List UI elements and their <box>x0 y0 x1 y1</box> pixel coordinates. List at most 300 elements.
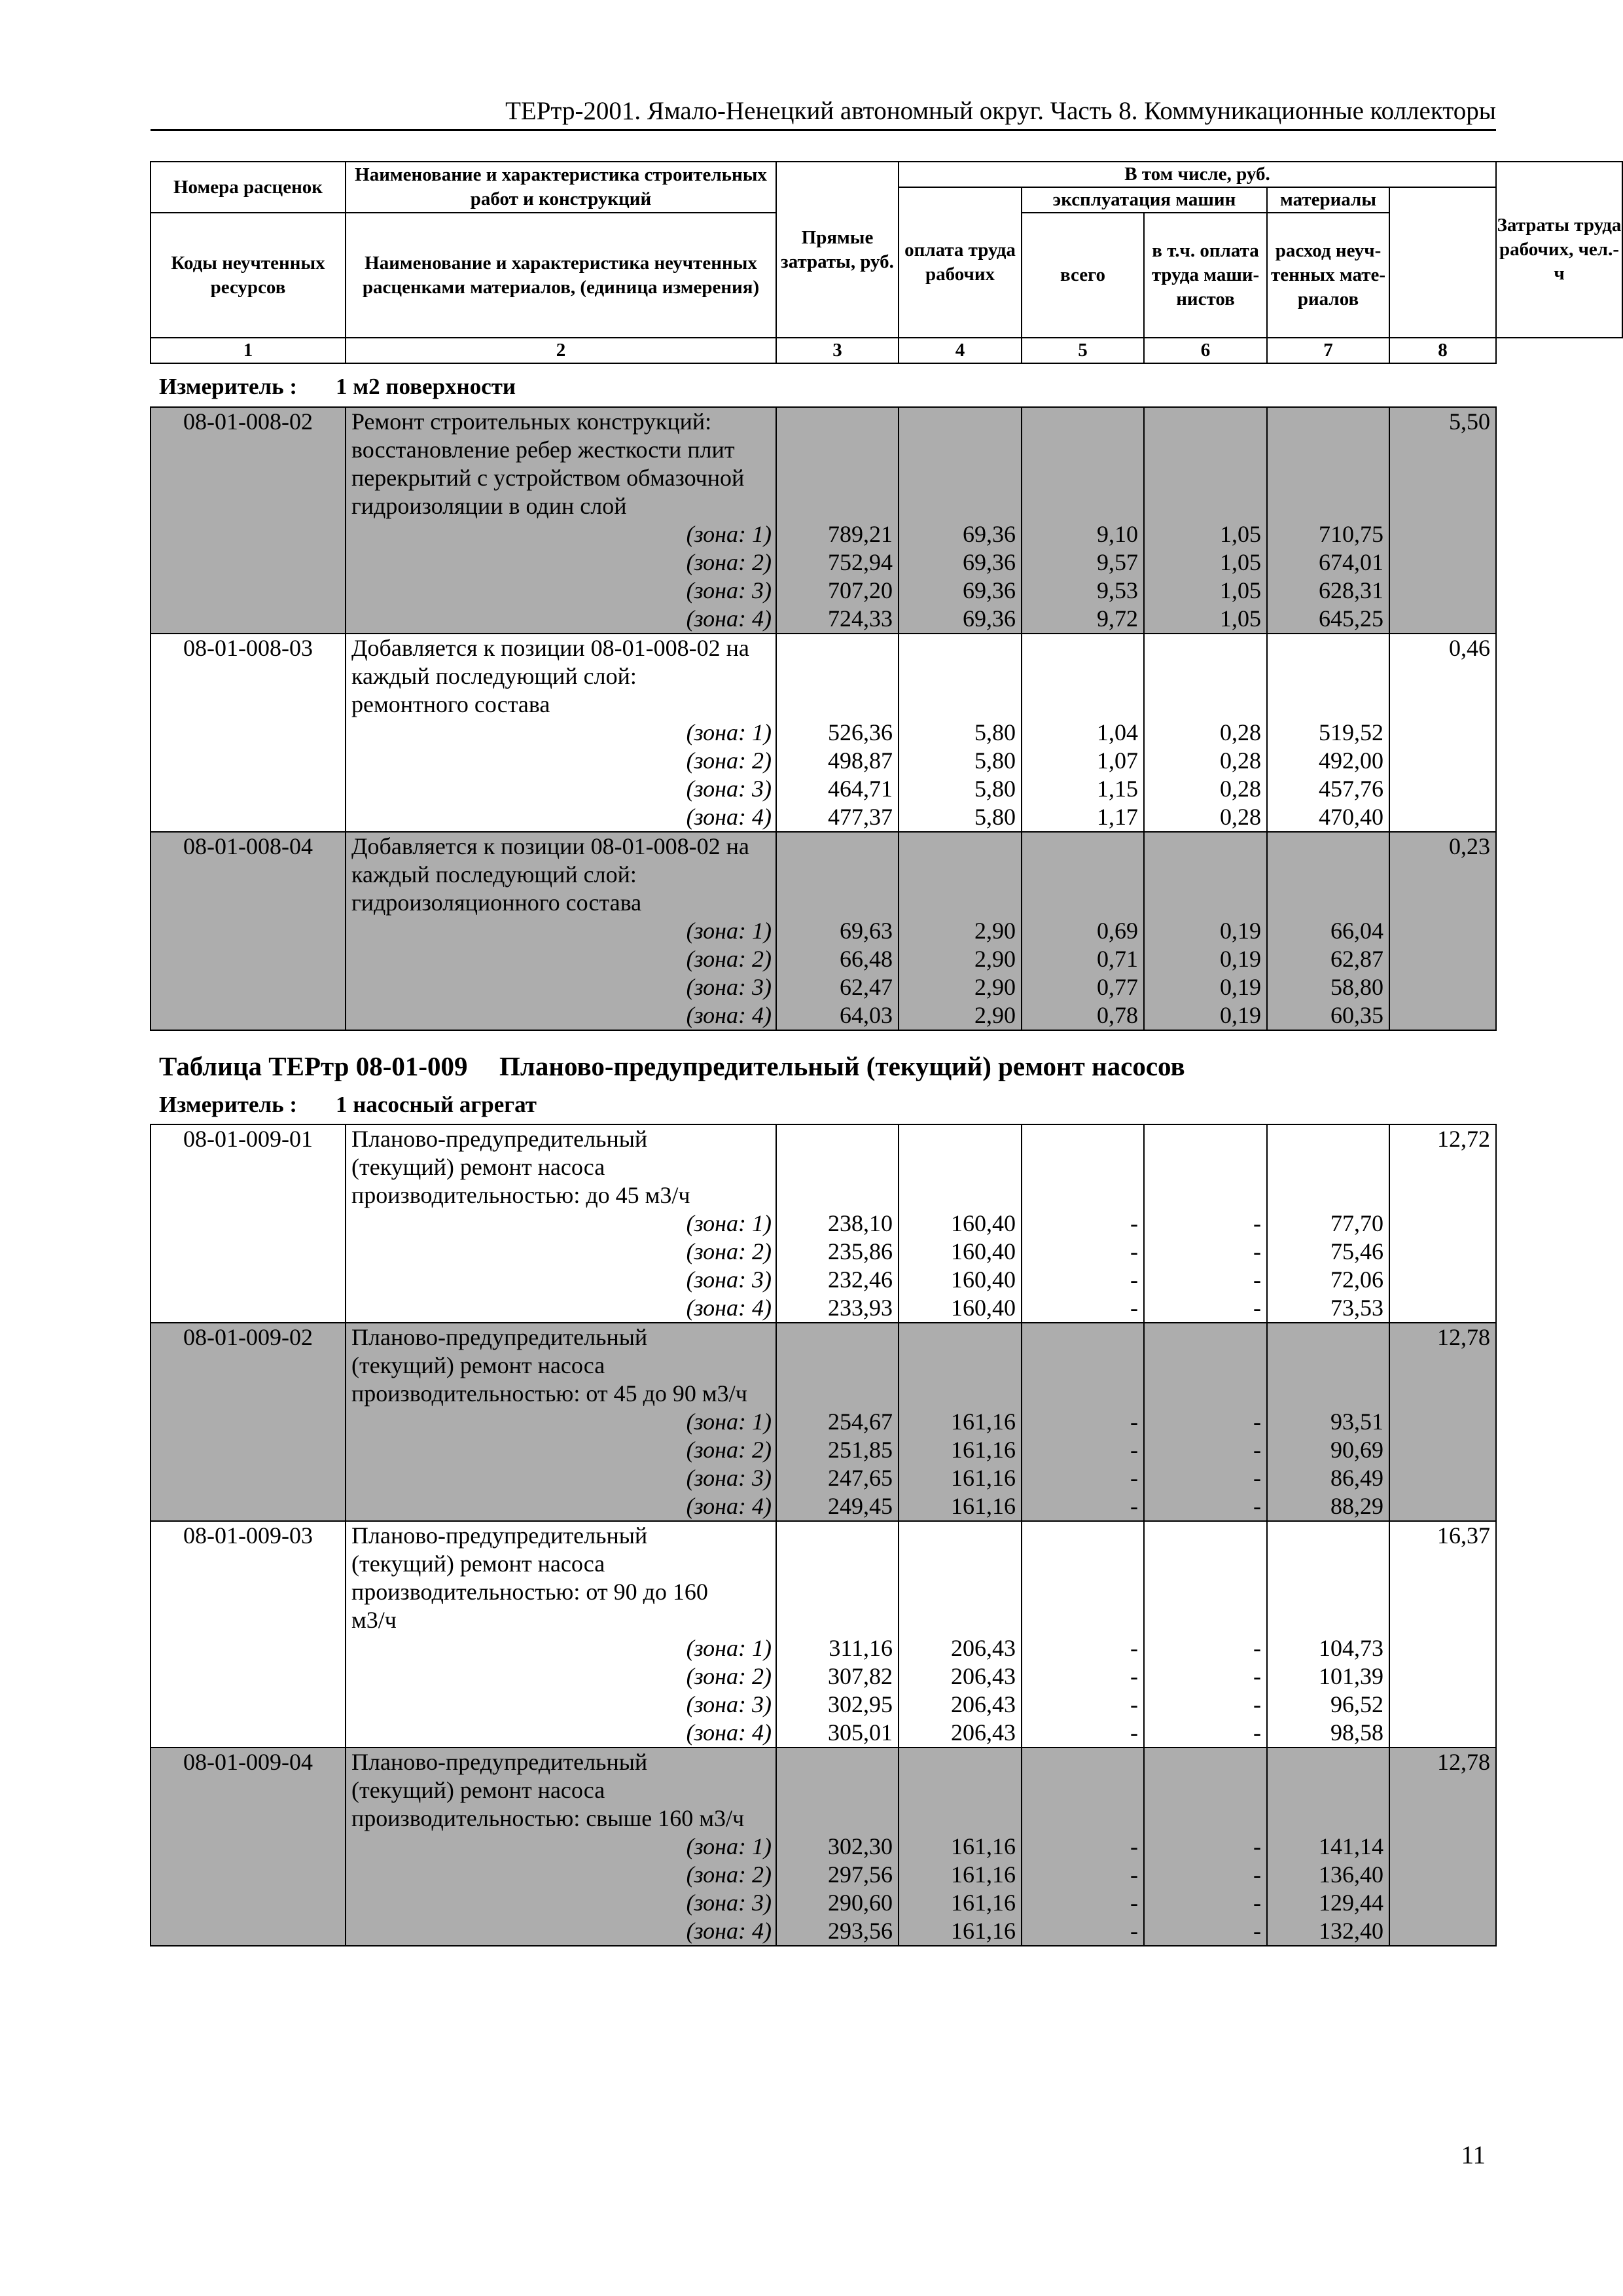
zone-label: (зона: 4) <box>686 1493 772 1519</box>
zone-value: - <box>1130 1295 1138 1321</box>
direct-costs-value <box>776 407 899 634</box>
zone-value: - <box>1253 1266 1261 1293</box>
spacer <box>899 464 1016 492</box>
zone-value: 161,16 <box>951 1861 1016 1888</box>
spacer <box>899 1125 1016 1153</box>
zone-value: 710,75 <box>1319 521 1383 547</box>
spacer <box>777 1522 893 1550</box>
zone-label: (зона: 1) <box>686 521 772 547</box>
zone-value: 1,04 <box>1097 719 1138 745</box>
zone-value: 0,28 <box>1220 804 1261 830</box>
machines-total-value <box>1022 1521 1144 1748</box>
zone-value: 1,15 <box>1097 776 1138 802</box>
col-number: 3 <box>776 338 899 363</box>
zone-value: - <box>1253 1210 1261 1236</box>
rate-description <box>346 1124 776 1323</box>
spacer <box>1022 1550 1138 1578</box>
direct-costs-value <box>776 1323 899 1521</box>
spacer <box>1268 861 1383 889</box>
zone-value: 161,16 <box>951 1918 1016 1944</box>
zone-value: 206,43 <box>951 1663 1016 1689</box>
zone-value: - <box>1130 1663 1138 1689</box>
zone-value: 1,05 <box>1220 577 1261 603</box>
spacer <box>1268 1125 1383 1153</box>
spacer <box>899 1323 1016 1352</box>
zone-value: 66,48 <box>840 946 893 972</box>
zone-value: 86,49 <box>1330 1465 1383 1491</box>
zone-value: 5,80 <box>974 776 1016 802</box>
labor-costs-text: 12,78 <box>1437 1324 1490 1350</box>
zone-value: 9,53 <box>1097 577 1138 603</box>
zone-value: 161,16 <box>951 1408 1016 1435</box>
spacer <box>1022 1380 1138 1408</box>
zone-value: 9,57 <box>1097 549 1138 575</box>
zone-value: 160,40 <box>951 1238 1016 1265</box>
measure-label: Измеритель : <box>159 1092 298 1117</box>
spacer <box>899 833 1016 861</box>
zone-value: 0,71 <box>1097 946 1138 972</box>
table-number: Таблица ТЕРтр 08-01-009 <box>159 1051 468 1081</box>
zone-value: 2,90 <box>974 918 1016 944</box>
zone-value: 297,56 <box>828 1861 893 1888</box>
machinist-pay-value <box>1144 1521 1267 1748</box>
machines-total-value <box>1022 1323 1144 1521</box>
spacer <box>899 1606 1016 1634</box>
zone-value: - <box>1130 1890 1138 1916</box>
zone-label: (зона: 3) <box>686 974 772 1000</box>
col-header-in-total: В том числе, руб. <box>899 162 1496 187</box>
rate-code <box>151 1521 346 1748</box>
spacer <box>1145 1323 1261 1352</box>
description-line: гидроизоляционного состава <box>351 889 642 916</box>
spacer <box>777 1352 893 1380</box>
description-line: гидроизоляции в один слой <box>351 493 627 519</box>
spacer <box>1145 464 1261 492</box>
zone-label: (зона: 1) <box>686 1408 772 1435</box>
spacer <box>899 436 1016 464</box>
zone-value: - <box>1130 1437 1138 1463</box>
spacer <box>899 1181 1016 1210</box>
spacer <box>899 1522 1016 1550</box>
spacer <box>899 408 1016 436</box>
spacer <box>1268 889 1383 917</box>
spacer <box>1022 1776 1138 1804</box>
description-line: (текущий) ремонт насоса <box>351 1777 605 1803</box>
spacer <box>1268 464 1383 492</box>
description-line: каждый последующий слой: <box>351 663 637 689</box>
rate-row <box>151 407 1496 634</box>
worker-pay-value <box>899 832 1022 1030</box>
zone-value: 0,28 <box>1220 776 1261 802</box>
spacer <box>777 634 893 662</box>
spacer <box>1022 464 1138 492</box>
zone-value: 69,36 <box>963 521 1016 547</box>
zone-value: 251,85 <box>828 1437 893 1463</box>
zone-value: 477,37 <box>828 804 893 830</box>
zone-value: - <box>1253 1408 1261 1435</box>
spacer <box>899 1352 1016 1380</box>
zone-label: (зона: 2) <box>686 1238 772 1265</box>
spacer <box>1022 1352 1138 1380</box>
spacer <box>1022 833 1138 861</box>
spacer <box>1022 1125 1138 1153</box>
zone-value: - <box>1253 1493 1261 1519</box>
zone-value: - <box>1130 1635 1138 1661</box>
col-number: 5 <box>1022 338 1144 363</box>
description-line: перекрытий с устройством обмазочной <box>351 465 745 491</box>
description-line: Планово-предупредительный <box>351 1126 648 1152</box>
col-header-machines: эксплуатация машин <box>1022 187 1267 213</box>
direct-costs-value <box>776 1124 899 1323</box>
labor-costs-value <box>1389 407 1496 634</box>
materials-value <box>1267 407 1389 634</box>
zone-value: - <box>1253 1437 1261 1463</box>
col-header-material-names: Наименование и характеристика неучтенных расценками материалов, (единица измерения) <box>346 213 776 338</box>
zone-value: 62,87 <box>1330 946 1383 972</box>
zone-label: (зона: 3) <box>686 776 772 802</box>
rate-row <box>151 832 1496 1030</box>
spacer <box>777 1181 893 1210</box>
description-line: каждый последующий слой: <box>351 861 637 888</box>
spacer <box>1022 1606 1138 1634</box>
zone-value: 64,03 <box>840 1002 893 1028</box>
zone-value: 104,73 <box>1319 1635 1383 1661</box>
zone-value: 1,05 <box>1220 521 1261 547</box>
zone-value: 206,43 <box>951 1719 1016 1746</box>
description-line: восстановление ребер жесткости плит <box>351 437 735 463</box>
spacer <box>1145 1352 1261 1380</box>
labor-costs-value <box>1389 1748 1496 1946</box>
spacer <box>1145 1804 1261 1833</box>
zone-label: (зона: 3) <box>686 1691 772 1717</box>
spacer <box>1268 1804 1383 1833</box>
machinist-pay-value <box>1144 1748 1267 1946</box>
zone-value: - <box>1253 1465 1261 1491</box>
spacer <box>1268 1748 1383 1776</box>
spacer <box>1268 1323 1383 1352</box>
labor-costs-text: 0,46 <box>1449 635 1490 661</box>
description-line: Добавляется к позиции 08-01-008-02 на <box>351 635 749 661</box>
machines-total-value <box>1022 407 1144 634</box>
description-line: производительностью: от 90 до 160 <box>351 1579 708 1605</box>
zone-value: 0,78 <box>1097 1002 1138 1028</box>
spacer <box>1268 1550 1383 1578</box>
rate-code-text: 08-01-008-03 <box>183 635 313 661</box>
direct-costs-value <box>776 634 899 832</box>
zone-label: (зона: 2) <box>686 1663 772 1689</box>
zone-value: 724,33 <box>828 605 893 632</box>
zone-value: 206,43 <box>951 1635 1016 1661</box>
spacer <box>1022 861 1138 889</box>
spacer <box>1268 1380 1383 1408</box>
spacer <box>777 833 893 861</box>
zone-value: 492,00 <box>1319 747 1383 774</box>
zone-value: - <box>1253 1890 1261 1916</box>
spacer <box>1268 691 1383 719</box>
measure-line-2 <box>159 1091 537 1119</box>
zone-value: 9,10 <box>1097 521 1138 547</box>
zone-value: 235,86 <box>828 1238 893 1265</box>
zone-value: 238,10 <box>828 1210 893 1236</box>
spacer <box>1145 1578 1261 1606</box>
labor-costs-value <box>1389 1521 1496 1748</box>
spacer <box>1145 408 1261 436</box>
zone-value: 73,53 <box>1330 1295 1383 1321</box>
spacer <box>777 436 893 464</box>
spacer <box>1145 492 1261 520</box>
description-line: Ремонт строительных конструкций: <box>351 408 712 435</box>
description-line: производительностью: до 45 м3/ч <box>351 1182 690 1208</box>
zone-label: (зона: 3) <box>686 1465 772 1491</box>
spacer <box>1145 1606 1261 1634</box>
column-header-table <box>150 161 1623 364</box>
spacer <box>1022 634 1138 662</box>
zone-label: (зона: 4) <box>686 1002 772 1028</box>
zone-label: (зона: 4) <box>686 804 772 830</box>
col-header-direct-costs: Прямые затраты, руб. <box>776 162 899 338</box>
zone-value: 88,29 <box>1330 1493 1383 1519</box>
spacer <box>1268 1776 1383 1804</box>
spacer <box>777 492 893 520</box>
zone-value: 161,16 <box>951 1890 1016 1916</box>
materials-value <box>1267 832 1389 1030</box>
zone-value: 674,01 <box>1319 549 1383 575</box>
zone-value: - <box>1253 1833 1261 1859</box>
machinist-pay-value <box>1144 407 1267 634</box>
spacer <box>1022 436 1138 464</box>
spacer <box>899 662 1016 691</box>
spacer <box>1022 1748 1138 1776</box>
spacer <box>1022 889 1138 917</box>
zone-value: 77,70 <box>1330 1210 1383 1236</box>
zone-label: (зона: 1) <box>686 1833 772 1859</box>
zone-value: 0,19 <box>1220 1002 1261 1028</box>
zone-value: 1,05 <box>1220 549 1261 575</box>
spacer <box>777 1380 893 1408</box>
zone-value: 72,06 <box>1330 1266 1383 1293</box>
spacer <box>777 691 893 719</box>
zone-value: 519,52 <box>1319 719 1383 745</box>
spacer <box>1268 1181 1383 1210</box>
zone-value: 5,80 <box>974 719 1016 745</box>
zone-value: 628,31 <box>1319 577 1383 603</box>
spacer <box>1268 1578 1383 1606</box>
rate-code-text: 08-01-009-02 <box>183 1324 313 1350</box>
spacer <box>777 1776 893 1804</box>
labor-costs-text: 0,23 <box>1449 833 1490 859</box>
measure-value: 1 насосный агрегат <box>336 1092 537 1117</box>
zone-value: - <box>1130 1266 1138 1293</box>
machines-total-value <box>1022 832 1144 1030</box>
rate-description <box>346 1323 776 1521</box>
spacer <box>1022 1323 1138 1352</box>
rate-code <box>151 1124 346 1323</box>
zone-value: 132,40 <box>1319 1918 1383 1944</box>
zone-value: - <box>1253 1663 1261 1689</box>
rate-code-text: 08-01-008-04 <box>183 833 313 859</box>
spacer <box>1145 1748 1261 1776</box>
worker-pay-value <box>899 1748 1022 1946</box>
zone-value: - <box>1130 1861 1138 1888</box>
zone-value: 254,67 <box>828 1408 893 1435</box>
materials-value <box>1267 634 1389 832</box>
rate-code-text: 08-01-009-01 <box>183 1126 313 1152</box>
spacer <box>899 1748 1016 1776</box>
spacer <box>899 1578 1016 1606</box>
spacer <box>777 1748 893 1776</box>
rate-code-text: 08-01-008-02 <box>183 408 313 435</box>
zone-value: 58,80 <box>1330 974 1383 1000</box>
zone-value: 249,45 <box>828 1493 893 1519</box>
col-number: 4 <box>899 338 1022 363</box>
description-line: производительностью: от 45 до 90 м3/ч <box>351 1380 747 1407</box>
zone-label: (зона: 3) <box>686 577 772 603</box>
zone-label: (зона: 2) <box>686 1861 772 1888</box>
measure-label: Измеритель : <box>159 374 298 399</box>
spacer <box>777 1804 893 1833</box>
description-line: (текущий) ремонт насоса <box>351 1352 605 1378</box>
col-header-materials: материалы <box>1267 187 1389 213</box>
zone-value: - <box>1253 1635 1261 1661</box>
labor-costs-text: 5,50 <box>1449 408 1490 435</box>
zone-value: 161,16 <box>951 1493 1016 1519</box>
spacer <box>777 1125 893 1153</box>
zone-value: 62,47 <box>840 974 893 1000</box>
labor-costs-text: 12,78 <box>1437 1749 1490 1775</box>
zone-value: 470,40 <box>1319 804 1383 830</box>
spacer <box>1022 1578 1138 1606</box>
zone-value: 129,44 <box>1319 1890 1383 1916</box>
spacer <box>1022 492 1138 520</box>
zone-value: 160,40 <box>951 1266 1016 1293</box>
running-header: ТЕРтр-2001. Ямало-Ненецкий автономный округ. Часть 8. Коммуникационные коллекторы <box>505 97 1496 125</box>
zone-value: 305,01 <box>828 1719 893 1746</box>
zone-value: 69,36 <box>963 577 1016 603</box>
zone-label: (зона: 2) <box>686 946 772 972</box>
header-rule <box>151 129 1496 131</box>
spacer <box>1022 691 1138 719</box>
spacer <box>899 634 1016 662</box>
zone-value: - <box>1253 1238 1261 1265</box>
zone-label: (зона: 1) <box>686 918 772 944</box>
zone-value: 69,36 <box>963 549 1016 575</box>
zone-value: 160,40 <box>951 1295 1016 1321</box>
zone-value: 206,43 <box>951 1691 1016 1717</box>
description-line: Планово-предупредительный <box>351 1522 648 1549</box>
description-line: Планово-предупредительный <box>351 1324 648 1350</box>
spacer <box>1268 833 1383 861</box>
zone-value: - <box>1253 1861 1261 1888</box>
rate-code <box>151 832 346 1030</box>
zone-value: - <box>1130 1465 1138 1491</box>
zone-value: 232,46 <box>828 1266 893 1293</box>
worker-pay-value <box>899 1124 1022 1323</box>
machinist-pay-value <box>1144 832 1267 1030</box>
spacer <box>777 861 893 889</box>
machinist-pay-value <box>1144 634 1267 832</box>
spacer <box>1022 662 1138 691</box>
rate-row <box>151 1323 1496 1521</box>
zone-value: 0,28 <box>1220 747 1261 774</box>
spacer <box>1268 492 1383 520</box>
zone-value: 96,52 <box>1330 1691 1383 1717</box>
col-number: 8 <box>1389 338 1496 363</box>
zone-value: 66,04 <box>1330 918 1383 944</box>
spacer <box>899 1804 1016 1833</box>
machinist-pay-value <box>1144 1323 1267 1521</box>
zone-value: 161,16 <box>951 1833 1016 1859</box>
zone-value: - <box>1130 1493 1138 1519</box>
zone-value: - <box>1253 1918 1261 1944</box>
zone-value: - <box>1130 1918 1138 1944</box>
page-number: 11 <box>1461 2141 1486 2169</box>
worker-pay-value <box>899 1323 1022 1521</box>
spacer <box>1268 662 1383 691</box>
zone-value: - <box>1253 1719 1261 1746</box>
rate-description <box>346 407 776 634</box>
worker-pay-value <box>899 634 1022 832</box>
zone-value: 789,21 <box>828 521 893 547</box>
zone-value: 160,40 <box>951 1210 1016 1236</box>
zone-value: 75,46 <box>1330 1238 1383 1265</box>
spacer <box>1145 634 1261 662</box>
description-line: производительностью: свыше 160 м3/ч <box>351 1805 745 1831</box>
col-header-unaccounted-materials: расход неуч-тенных мате-риалов <box>1267 213 1389 338</box>
spacer <box>1145 1153 1261 1181</box>
col-header-work-name: Наименование и характеристика строительных работ и конструкций <box>346 162 776 213</box>
spacer <box>899 1776 1016 1804</box>
zone-label: (зона: 1) <box>686 719 772 745</box>
col-number: 1 <box>151 338 346 363</box>
zone-value: 0,77 <box>1097 974 1138 1000</box>
zone-label: (зона: 1) <box>686 1210 772 1236</box>
description-line: Планово-предупредительный <box>351 1749 648 1775</box>
zone-value: 1,07 <box>1097 747 1138 774</box>
spacer <box>899 1550 1016 1578</box>
zone-value: 290,60 <box>828 1890 893 1916</box>
worker-pay-value <box>899 1521 1022 1748</box>
spacer <box>777 662 893 691</box>
spacer <box>777 1153 893 1181</box>
zone-label: (зона: 2) <box>686 747 772 774</box>
spacer <box>1268 436 1383 464</box>
rate-code <box>151 1748 346 1946</box>
spacer <box>1022 1181 1138 1210</box>
spacer <box>1145 1776 1261 1804</box>
rate-row <box>151 1748 1496 1946</box>
zone-value: 5,80 <box>974 804 1016 830</box>
zone-value: 526,36 <box>828 719 893 745</box>
zone-value: - <box>1253 1691 1261 1717</box>
zone-value: - <box>1130 1691 1138 1717</box>
spacer <box>777 889 893 917</box>
zone-value: 93,51 <box>1330 1408 1383 1435</box>
zone-label: (зона: 1) <box>686 1635 772 1661</box>
zone-value: 90,69 <box>1330 1437 1383 1463</box>
zone-value: 0,19 <box>1220 918 1261 944</box>
zone-value: 0,28 <box>1220 719 1261 745</box>
col-header-machines-total: всего <box>1022 213 1144 338</box>
spacer <box>899 691 1016 719</box>
zone-value: 98,58 <box>1330 1719 1383 1746</box>
materials-value <box>1267 1521 1389 1748</box>
col-number: 6 <box>1144 338 1267 363</box>
rates-table-08-01-009 <box>150 1124 1497 1946</box>
spacer <box>777 464 893 492</box>
table-title <box>159 1050 1185 1083</box>
col-header-worker-pay: оплата труда рабочих <box>899 187 1022 338</box>
spacer <box>1145 889 1261 917</box>
